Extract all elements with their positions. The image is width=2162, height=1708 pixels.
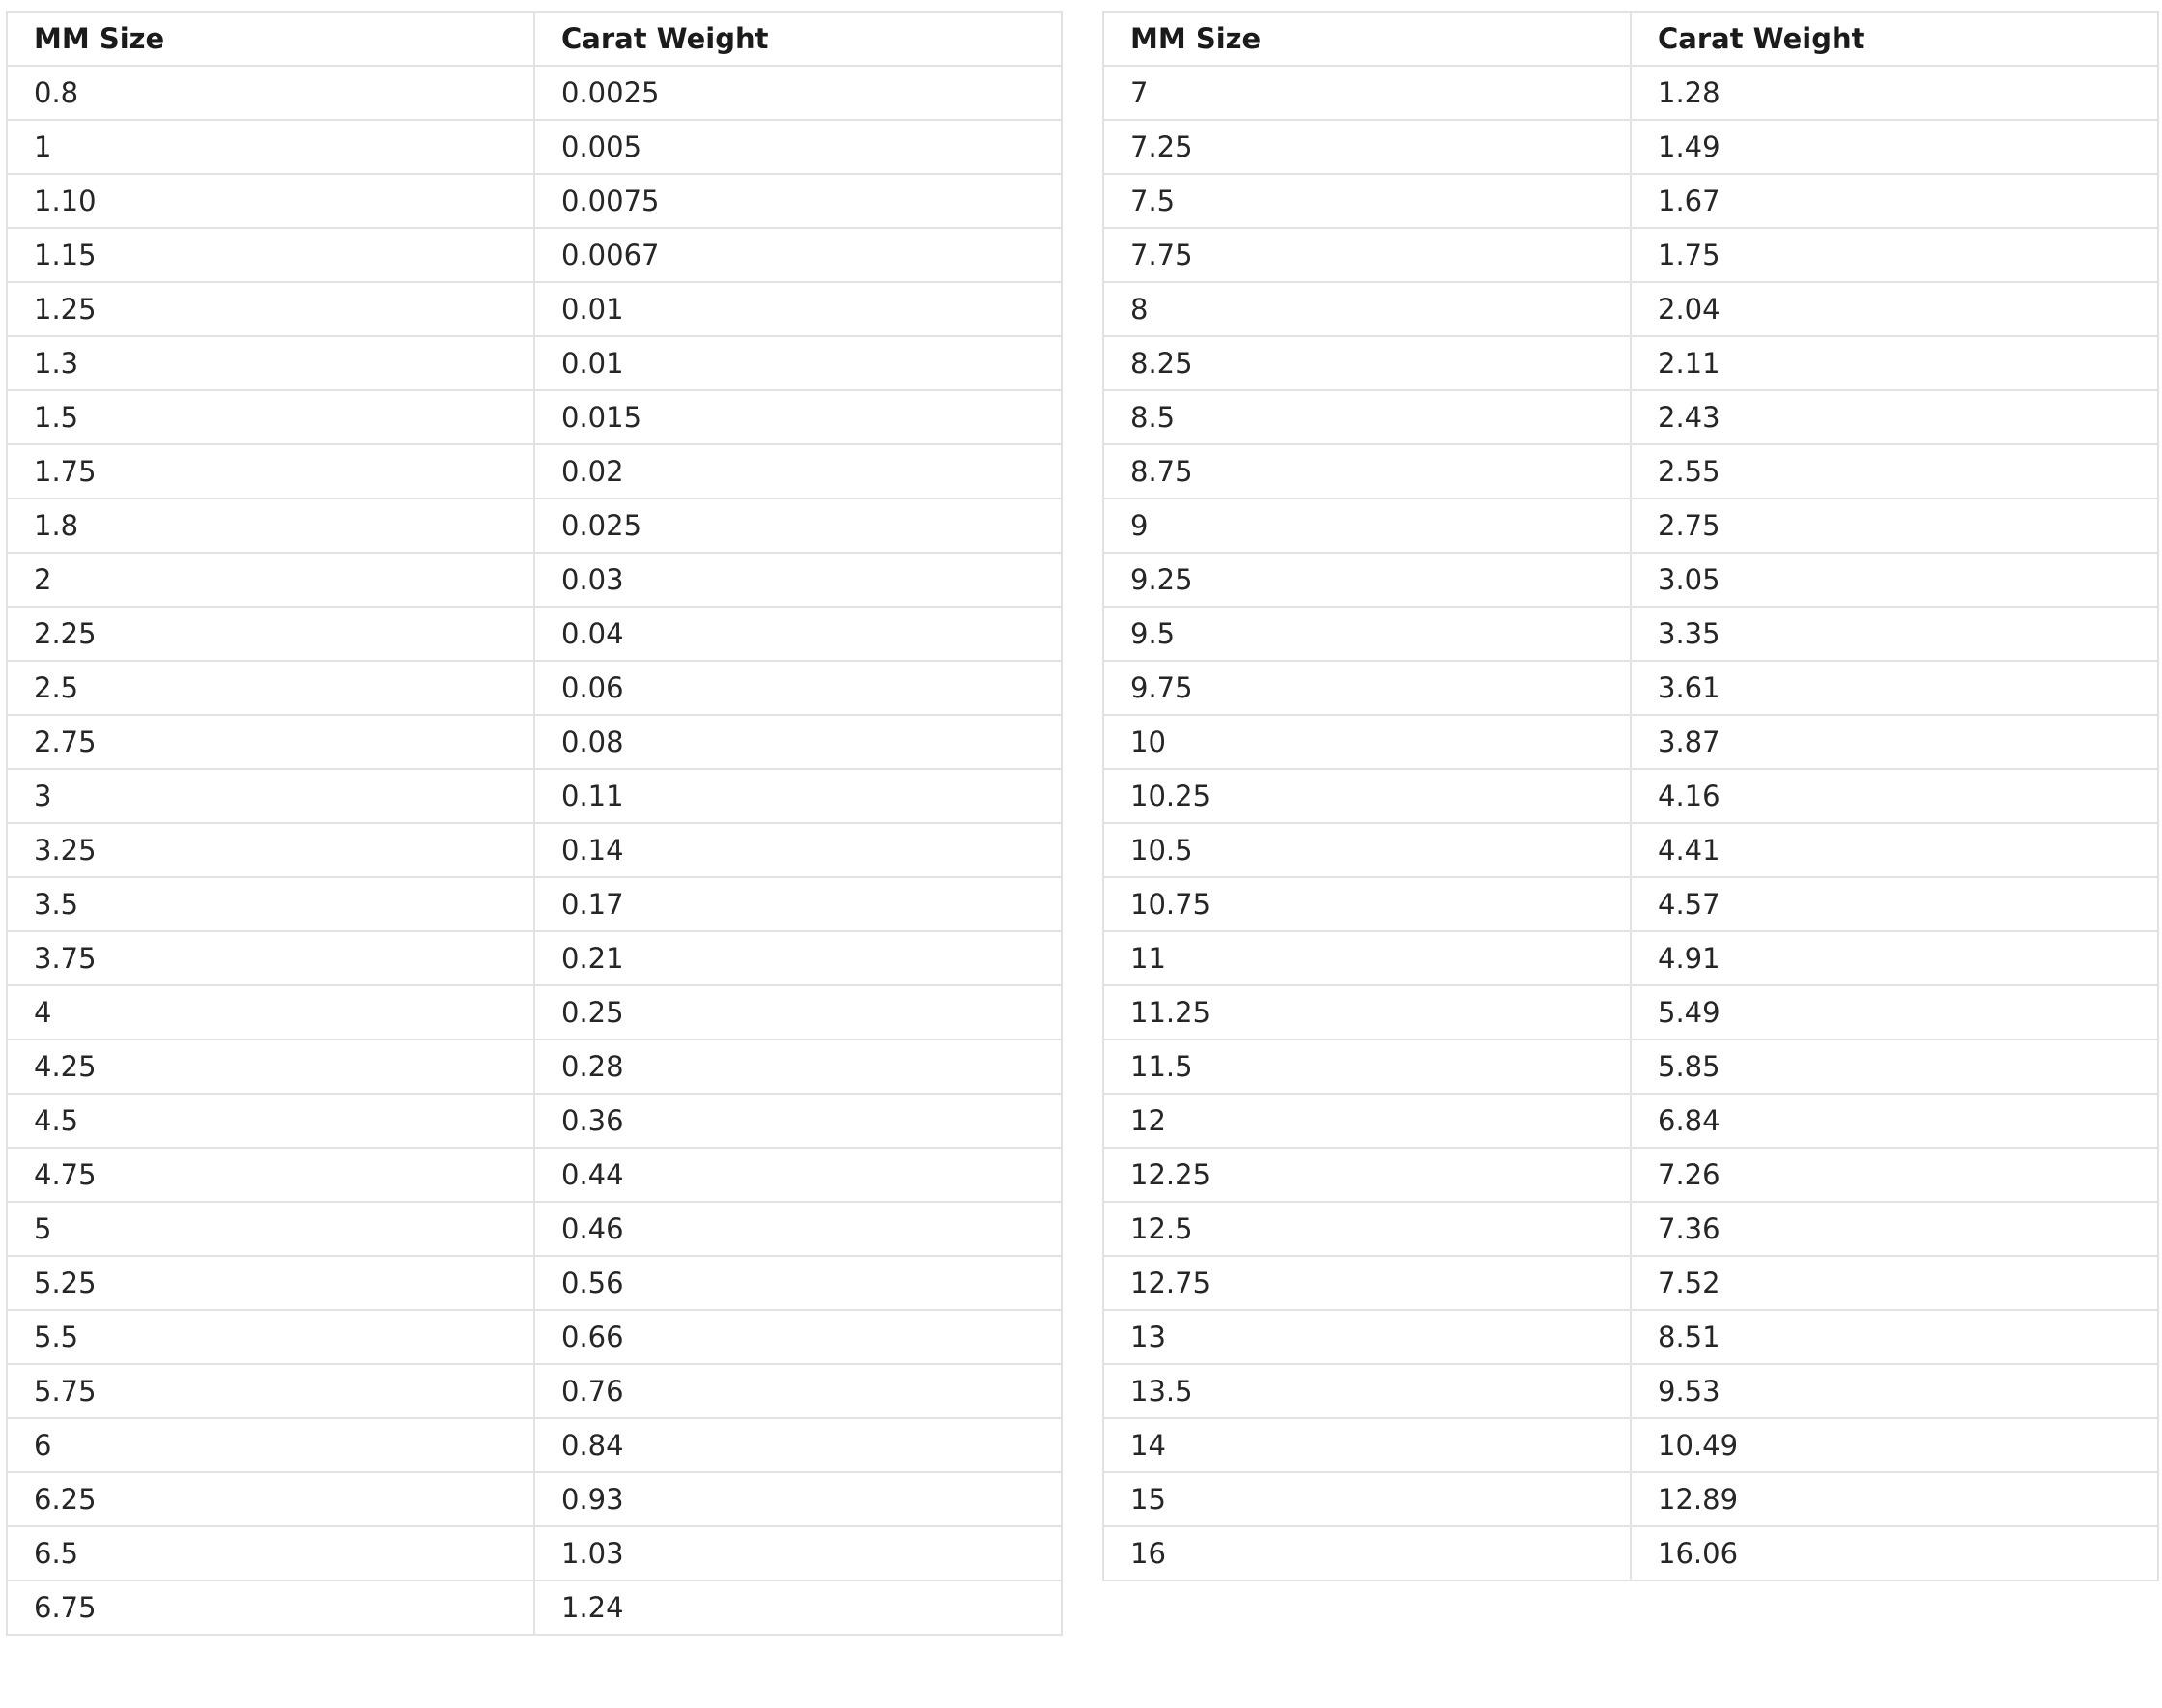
carat-weight-cell: 0.0075 — [534, 174, 1062, 228]
table-row — [7, 607, 1062, 661]
carat-weight-cell: 10.49 — [1631, 1418, 2158, 1472]
table-row — [1103, 1472, 2158, 1526]
carat-weight-cell: 2.55 — [1631, 444, 2158, 498]
carat-weight-cell: 12.89 — [1631, 1472, 2158, 1526]
carat-weight-cell: 0.08 — [534, 715, 1062, 769]
table-row — [1103, 607, 2158, 661]
table-row — [7, 1202, 1062, 1256]
mm-size-cell: 3.75 — [7, 931, 534, 985]
carat-weight-cell: 0.76 — [534, 1364, 1062, 1418]
carat-weight-cell: 3.35 — [1631, 607, 2158, 661]
mm-size-cell: 7 — [1103, 66, 1631, 120]
table-body — [1103, 66, 2158, 1580]
table-row — [7, 282, 1062, 336]
mm-size-cell: 1.8 — [7, 498, 534, 553]
mm-size-cell: 10.25 — [1103, 769, 1631, 823]
carat-weight-cell: 1.67 — [1631, 174, 2158, 228]
table-row — [7, 1148, 1062, 1202]
column-header-carat-weight: Carat Weight — [1631, 12, 2158, 66]
table-row — [7, 1256, 1062, 1310]
table-row — [1103, 1310, 2158, 1364]
carat-weight-cell: 16.06 — [1631, 1526, 2158, 1580]
carat-weight-cell: 0.11 — [534, 769, 1062, 823]
table-row — [1103, 661, 2158, 715]
mm-size-cell: 8.5 — [1103, 390, 1631, 444]
table-row — [7, 715, 1062, 769]
mm-size-cell: 1.10 — [7, 174, 534, 228]
mm-size-cell: 11 — [1103, 931, 1631, 985]
carat-weight-cell: 0.04 — [534, 607, 1062, 661]
table-row — [7, 1418, 1062, 1472]
table-row — [7, 1364, 1062, 1418]
mm-size-cell: 2.25 — [7, 607, 534, 661]
table-row — [7, 823, 1062, 877]
column-header-mm-size: MM Size — [7, 12, 534, 66]
mm-size-cell: 4.75 — [7, 1148, 534, 1202]
table-row — [1103, 715, 2158, 769]
mm-size-cell: 12.25 — [1103, 1148, 1631, 1202]
mm-size-cell: 7.25 — [1103, 120, 1631, 174]
mm-size-cell: 6.75 — [7, 1580, 534, 1635]
carat-weight-cell: 8.51 — [1631, 1310, 2158, 1364]
mm-size-cell: 3.25 — [7, 823, 534, 877]
table-row — [1103, 444, 2158, 498]
carat-weight-cell: 5.85 — [1631, 1039, 2158, 1094]
mm-size-cell: 2 — [7, 553, 534, 607]
carat-weight-cell: 0.17 — [534, 877, 1062, 931]
mm-size-cell: 1 — [7, 120, 534, 174]
carat-weight-cell: 0.0025 — [534, 66, 1062, 120]
carat-weight-cell: 2.75 — [1631, 498, 2158, 553]
table-row — [1103, 66, 2158, 120]
mm-size-cell: 2.75 — [7, 715, 534, 769]
table-row — [1103, 1418, 2158, 1472]
table-row — [1103, 553, 2158, 607]
mm-size-cell: 11.25 — [1103, 985, 1631, 1039]
mm-size-cell: 8.25 — [1103, 336, 1631, 390]
table-row — [1103, 1526, 2158, 1580]
carat-weight-cell: 3.87 — [1631, 715, 2158, 769]
table-row — [7, 120, 1062, 174]
mm-size-cell: 10.5 — [1103, 823, 1631, 877]
carat-weight-cell: 0.03 — [534, 553, 1062, 607]
table-row — [7, 174, 1062, 228]
table-row — [1103, 985, 2158, 1039]
mm-size-cell: 1.5 — [7, 390, 534, 444]
mm-size-cell: 5.5 — [7, 1310, 534, 1364]
carat-weight-cell: 0.01 — [534, 336, 1062, 390]
table-row — [7, 498, 1062, 553]
table-row — [1103, 931, 2158, 985]
carat-weight-cell: 0.02 — [534, 444, 1062, 498]
carat-weight-cell: 7.26 — [1631, 1148, 2158, 1202]
carat-weight-cell: 3.05 — [1631, 553, 2158, 607]
carat-weight-cell: 4.91 — [1631, 931, 2158, 985]
table-row — [7, 931, 1062, 985]
mm-size-cell: 13.5 — [1103, 1364, 1631, 1418]
carat-weight-cell: 7.36 — [1631, 1202, 2158, 1256]
table-row — [7, 390, 1062, 444]
carat-weight-cell: 0.56 — [534, 1256, 1062, 1310]
mm-size-cell: 6.25 — [7, 1472, 534, 1526]
carat-weight-cell: 0.28 — [534, 1039, 1062, 1094]
mm-size-cell: 7.75 — [1103, 228, 1631, 282]
table-row — [1103, 174, 2158, 228]
mm-size-cell: 8 — [1103, 282, 1631, 336]
mm-size-cell: 1.15 — [7, 228, 534, 282]
mm-size-cell: 11.5 — [1103, 1039, 1631, 1094]
table-row — [1103, 823, 2158, 877]
mm-carat-table-left — [6, 11, 1063, 1636]
mm-size-cell: 13 — [1103, 1310, 1631, 1364]
mm-size-cell: 9.75 — [1103, 661, 1631, 715]
carat-weight-cell: 4.57 — [1631, 877, 2158, 931]
table-row — [1103, 282, 2158, 336]
mm-size-cell: 10 — [1103, 715, 1631, 769]
mm-size-cell: 4 — [7, 985, 534, 1039]
mm-size-cell: 6.5 — [7, 1526, 534, 1580]
carat-weight-cell: 1.24 — [534, 1580, 1062, 1635]
mm-size-cell: 4.5 — [7, 1094, 534, 1148]
carat-weight-cell: 0.015 — [534, 390, 1062, 444]
mm-size-cell: 1.75 — [7, 444, 534, 498]
table-row — [7, 661, 1062, 715]
table-row — [1103, 120, 2158, 174]
mm-size-cell: 12.5 — [1103, 1202, 1631, 1256]
table-row — [1103, 1094, 2158, 1148]
mm-size-cell: 12.75 — [1103, 1256, 1631, 1310]
mm-size-cell: 5.75 — [7, 1364, 534, 1418]
table-row — [7, 877, 1062, 931]
mm-size-cell: 8.75 — [1103, 444, 1631, 498]
carat-weight-cell: 0.44 — [534, 1148, 1062, 1202]
carat-weight-cell: 2.11 — [1631, 336, 2158, 390]
mm-size-cell: 15 — [1103, 1472, 1631, 1526]
carat-weight-cell: 1.49 — [1631, 120, 2158, 174]
mm-size-cell: 12 — [1103, 1094, 1631, 1148]
carat-weight-cell: 1.28 — [1631, 66, 2158, 120]
carat-weight-cell: 0.84 — [534, 1418, 1062, 1472]
carat-weight-cell: 9.53 — [1631, 1364, 2158, 1418]
carat-weight-cell: 1.75 — [1631, 228, 2158, 282]
table-header-row — [7, 12, 1062, 66]
mm-size-cell: 10.75 — [1103, 877, 1631, 931]
table-row — [7, 228, 1062, 282]
table-row — [1103, 1202, 2158, 1256]
carat-weight-cell: 4.41 — [1631, 823, 2158, 877]
column-header-mm-size: MM Size — [1103, 12, 1631, 66]
carat-weight-cell: 0.46 — [534, 1202, 1062, 1256]
carat-weight-cell: 0.025 — [534, 498, 1062, 553]
table-row — [1103, 1039, 2158, 1094]
mm-size-cell: 3 — [7, 769, 534, 823]
carat-weight-cell: 2.43 — [1631, 390, 2158, 444]
carat-weight-cell: 0.01 — [534, 282, 1062, 336]
mm-carat-table-right — [1102, 11, 2159, 1581]
carat-weight-cell: 3.61 — [1631, 661, 2158, 715]
carat-weight-cell: 0.21 — [534, 931, 1062, 985]
mm-size-cell: 1.25 — [7, 282, 534, 336]
table-row — [1103, 1148, 2158, 1202]
table-row — [1103, 1256, 2158, 1310]
table-row — [7, 1472, 1062, 1526]
table-row — [1103, 228, 2158, 282]
carat-weight-cell: 6.84 — [1631, 1094, 2158, 1148]
table-row — [7, 336, 1062, 390]
mm-size-cell: 16 — [1103, 1526, 1631, 1580]
table-row — [7, 553, 1062, 607]
carat-weight-cell: 4.16 — [1631, 769, 2158, 823]
table-row — [1103, 877, 2158, 931]
carat-weight-cell: 7.52 — [1631, 1256, 2158, 1310]
mm-size-cell: 1.3 — [7, 336, 534, 390]
table-row — [1103, 1364, 2158, 1418]
table-row — [7, 1526, 1062, 1580]
mm-size-cell: 6 — [7, 1418, 534, 1472]
mm-size-cell: 5.25 — [7, 1256, 534, 1310]
mm-size-cell: 5 — [7, 1202, 534, 1256]
table-row — [7, 444, 1062, 498]
carat-weight-cell: 0.06 — [534, 661, 1062, 715]
carat-weight-cell: 0.25 — [534, 985, 1062, 1039]
mm-size-cell: 14 — [1103, 1418, 1631, 1472]
column-header-carat-weight: Carat Weight — [534, 12, 1062, 66]
carat-weight-cell: 2.04 — [1631, 282, 2158, 336]
mm-size-cell: 4.25 — [7, 1039, 534, 1094]
carat-weight-cell: 0.0067 — [534, 228, 1062, 282]
table-row — [7, 1580, 1062, 1635]
table-header-row — [1103, 12, 2158, 66]
table-row — [7, 769, 1062, 823]
table-row — [7, 66, 1062, 120]
mm-size-cell: 2.5 — [7, 661, 534, 715]
table-row — [7, 1039, 1062, 1094]
mm-size-cell: 9 — [1103, 498, 1631, 553]
carat-weight-cell: 5.49 — [1631, 985, 2158, 1039]
carat-weight-cell: 0.14 — [534, 823, 1062, 877]
table-row — [7, 1094, 1062, 1148]
table-row — [1103, 336, 2158, 390]
table-row — [7, 985, 1062, 1039]
carat-weight-cell: 0.36 — [534, 1094, 1062, 1148]
mm-size-cell: 9.5 — [1103, 607, 1631, 661]
mm-size-cell: 3.5 — [7, 877, 534, 931]
table-row — [7, 1310, 1062, 1364]
table-row — [1103, 769, 2158, 823]
carat-weight-cell: 1.03 — [534, 1526, 1062, 1580]
carat-weight-cell: 0.93 — [534, 1472, 1062, 1526]
mm-size-cell: 7.5 — [1103, 174, 1631, 228]
table-row — [1103, 498, 2158, 553]
mm-size-cell: 0.8 — [7, 66, 534, 120]
table-row — [1103, 390, 2158, 444]
carat-weight-cell: 0.005 — [534, 120, 1062, 174]
carat-weight-cell: 0.66 — [534, 1310, 1062, 1364]
mm-size-cell: 9.25 — [1103, 553, 1631, 607]
table-body — [7, 66, 1062, 1635]
